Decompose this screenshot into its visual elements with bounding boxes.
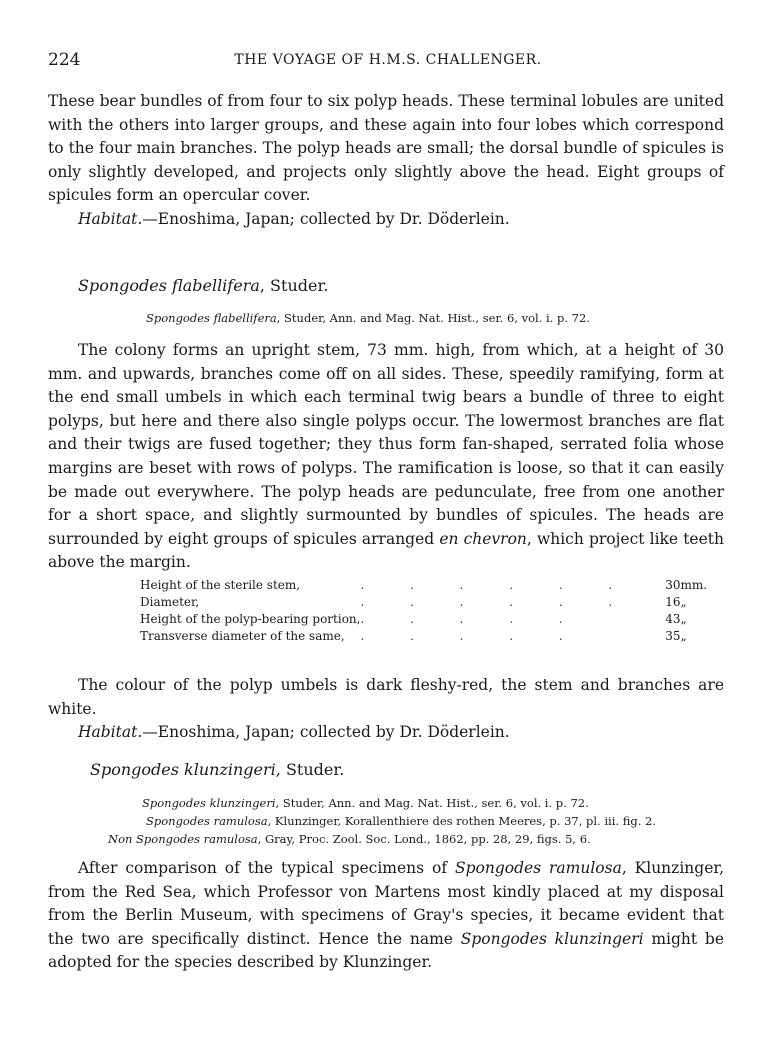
description-paragraph (48, 339, 724, 575)
comparison-text-b: , Klunzinger, from the Red Sea, which Professor von Martens most kindly placed at my disposal from the Berlin Museum, with specimens of Gray's species, it became evident that the two are specifically distinct. Hence the name (48, 859, 724, 948)
measurements-table (140, 576, 720, 644)
species-name: Spongodes klunzingeri (90, 760, 276, 779)
citation-line (108, 831, 591, 848)
comparison-emphasis-1: Spongodes ramulosa (454, 859, 622, 877)
citation-line (146, 813, 656, 830)
citation-text: , Studer, Ann. and Mag. Nat. Hist., ser. 6, vol. i. p. 72. (275, 796, 589, 810)
comparison-block (48, 857, 724, 975)
page-header (48, 50, 728, 74)
species-heading-klunzingeri (90, 760, 344, 779)
colour-paragraph: The colour of the polyp umbels is dark fleshy-red, the stem and branches are white. (48, 676, 724, 718)
habitat-label: Habitat. (78, 723, 143, 742)
citation-text: , Gray, Proc. Zool. Soc. Lond., 1862, pp. 28, 29, figs. 5, 6. (257, 832, 591, 846)
measurement-value: 30 (665, 577, 681, 592)
measurement-label: Diameter, (140, 594, 200, 609)
species-name: Spongodes flabellifera (78, 276, 260, 295)
measurement-value: 43 (665, 611, 681, 626)
habitat-label: Habitat. (78, 209, 143, 228)
habitat-text: —Enoshima, Japan; collected by Dr. Döderlein. (142, 209, 510, 228)
citation-species: Spongodes ramulosa (146, 814, 268, 828)
measurement-row (140, 593, 720, 610)
measurement-row (140, 627, 720, 644)
comparison-paragraph (48, 857, 724, 975)
running-title: THE VOYAGE OF H.M.S. CHALLENGER. (234, 52, 542, 68)
species-author: , Studer. (259, 276, 329, 295)
description-emphasis: en chevron (439, 529, 527, 548)
measurement-unit: „ (680, 628, 687, 643)
measurement-unit: „ (680, 594, 687, 609)
page-number: 224 (48, 50, 81, 70)
description-text-2: , which project like teeth above the margin. (48, 529, 724, 572)
measurement-label: Height of the sterile stem, (140, 577, 301, 592)
measurement-row (140, 610, 720, 627)
description-text-1: The colony forms an upright stem, 73 mm. high, from which, at a height of 30 mm. and upwards, branches come off on all sides. These, speedily ramifying, form at the end small umbels in which each terminal twig bears a bundle of three to eight polyps, but here and there also single polyps occur. The lowermost branches are flat and their twigs are fused together; they thus form fan-shaped, serrated folia whose margins are beset with rows of polyps. The ramification is loose, so that it can easily be made out everywhere. The polyp heads are pedunculate, free from one another for a short space, and slightly surmounted by bundles of spicules. The heads are surrounded by eight groups of spicules arranged (48, 341, 724, 548)
continued-paragraph: These bear bundles of from four to six polyp heads. These terminal lobules are united with the others into larger groups, and these again into four lobes which correspond to the four main branches. The polyp heads are small; the dorsal bundle of spicules is only slightly developed, and projects only slightly above the head. Eight groups of spicules form an opercular cover. (48, 92, 724, 205)
colour-block (48, 674, 724, 745)
comparison-emphasis-2: Spongodes klunzingeri (460, 929, 644, 948)
citation-species: Spongodes flabellifera (146, 311, 277, 325)
species-author: , Studer. (275, 760, 345, 779)
comparison-text-c: might be adopted for the species described by Klunzinger. (48, 929, 725, 972)
comparison-text-a: After comparison of the typical specimens of (78, 859, 455, 877)
leader-dots: . . . . . (360, 628, 563, 643)
measurement-value: 35 (665, 628, 681, 643)
measurement-unit: mm. (680, 577, 708, 592)
measurement-label: Transverse diameter of the same, (140, 628, 345, 643)
leader-dots: . . . . . . (360, 594, 613, 609)
citation-line (146, 310, 590, 327)
citation-line (142, 795, 589, 812)
species-heading-flabellifera (78, 276, 328, 295)
habitat-text: —Enoshima, Japan; collected by Dr. Döderlein. (142, 723, 510, 742)
citation-text: , Klunzinger, Korallenthiere des rothen Meeres, p. 37, pl. iii. fig. 2. (267, 814, 657, 828)
measurement-row (140, 576, 720, 593)
habitat-line (48, 208, 724, 232)
measurement-value: 16 (665, 594, 681, 609)
description-block (48, 339, 724, 575)
measurement-label: Height of the polyp-bearing portion, (140, 611, 361, 626)
measurement-unit: „ (680, 611, 687, 626)
citation-text: , Studer, Ann. and Mag. Nat. Hist., ser. 6, vol. i. p. 72. (276, 311, 590, 325)
habitat-line (48, 721, 724, 745)
citation-species: Spongodes klunzingeri (142, 796, 276, 810)
leader-dots: . . . . . (360, 611, 563, 626)
citation-species: Non Spongodes ramulosa (108, 832, 258, 846)
section1-block (48, 90, 724, 232)
leader-dots: . . . . . . (360, 577, 613, 592)
